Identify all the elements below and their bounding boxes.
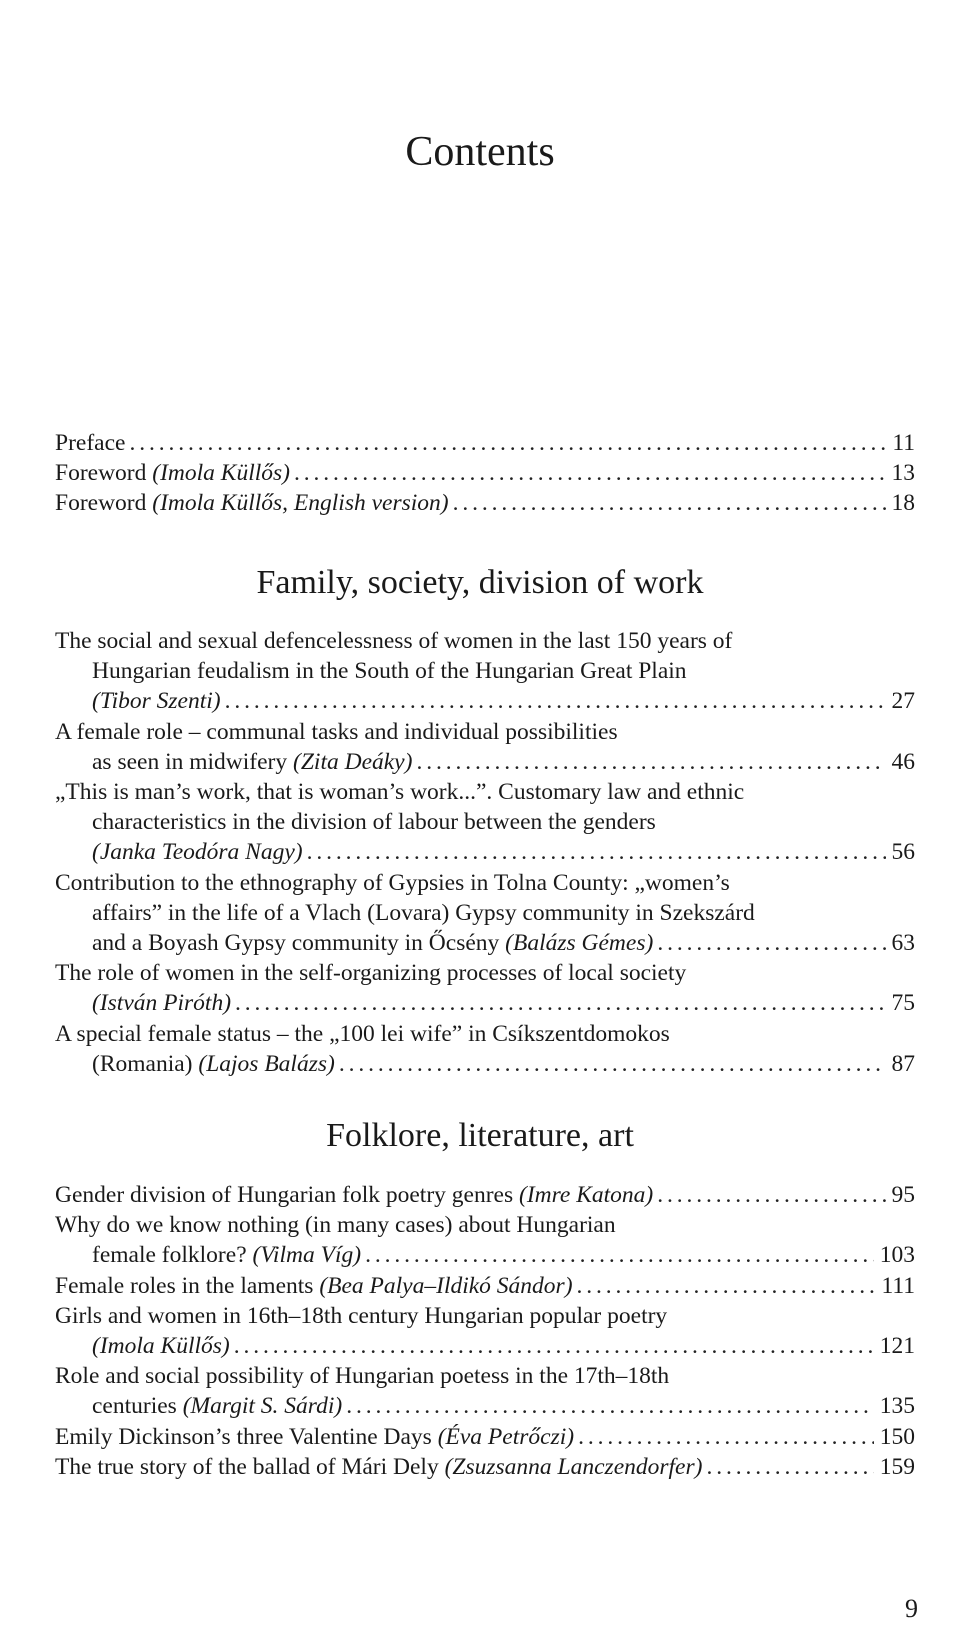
entry-author: (István Piróth) (92, 990, 232, 1017)
dot-leader (225, 686, 886, 716)
entry-last-line (55, 837, 915, 867)
entry-last-line (55, 488, 915, 518)
toc-entry (55, 1361, 915, 1421)
entry-title-text (92, 837, 303, 867)
page-title: Contents (405, 129, 555, 175)
entry-page-number: 63 (891, 930, 915, 957)
entry-page-number: 46 (891, 748, 915, 775)
entry-title-text (92, 928, 653, 958)
entry-last-line (55, 686, 915, 716)
entry-title-tail: Foreword (55, 490, 153, 517)
entry-title-tail: (Romania) (92, 1050, 199, 1077)
entry-page-number: 95 (891, 1182, 915, 1208)
entry-title-line: affairs” in the life of a Vlach (Lovara) Gypsy community in Szekszárd (92, 899, 755, 926)
entry-title-text (55, 1180, 653, 1210)
toc-entry (55, 1422, 915, 1452)
dot-leader (365, 1240, 874, 1270)
dot-leader (346, 1391, 874, 1421)
entry-title-line: Why do we know nothing (in many cases) about Hungarian (55, 1212, 616, 1239)
entry-last-line (55, 1452, 915, 1482)
toc-entry (55, 868, 915, 959)
entry-page-number: 135 (879, 1393, 915, 1420)
entry-title-line: Contribution to the ethnography of Gypsies in Tolna County: „women’s (55, 869, 730, 896)
entry-page-number: 111 (881, 1272, 915, 1299)
entry-last-line (55, 1180, 915, 1210)
entry-author: (Imola Küllős, English version) (152, 490, 449, 517)
entry-author: (Imre Katona) (519, 1182, 654, 1208)
dot-leader (339, 1049, 886, 1079)
dot-leader (307, 837, 886, 867)
entry-author: (Éva Petrőczi) (437, 1423, 575, 1450)
section-heading-folklore: Folklore, literature, art (326, 1117, 634, 1154)
entry-page-number: 11 (892, 430, 915, 456)
dot-leader (657, 928, 885, 958)
toc-entry (55, 626, 915, 717)
entry-page-number: 75 (891, 990, 915, 1017)
entry-page-number: 121 (879, 1333, 915, 1360)
entry-title-line: Hungarian feudalism in the South of the Hungarian Great Plain (92, 658, 687, 685)
toc-entry (55, 1019, 915, 1079)
toc-entry (55, 1180, 915, 1210)
dot-leader (294, 458, 886, 488)
toc-entry (55, 488, 915, 518)
toc-entry (55, 1210, 915, 1270)
entry-title-line: „This is man’s work, that is woman’s work...”. Customary law and ethnic (55, 779, 745, 806)
front-matter-list (55, 428, 915, 519)
entry-author: (Imola Küllős) (92, 1333, 230, 1360)
entry-author: (Zsuzsanna Lanczendorfer) (444, 1453, 703, 1480)
entry-title-tail: Foreword (55, 460, 153, 487)
toc-entry (55, 458, 915, 488)
dot-leader (578, 1422, 874, 1452)
toc-entry (55, 717, 915, 777)
entry-page-number: 103 (879, 1242, 915, 1269)
toc-entry (55, 777, 915, 868)
entry-author: (Zita Deáky) (293, 748, 413, 775)
entry-title-tail: and a Boyash Gypsy community in Őcsény (92, 930, 506, 957)
entry-title-text (92, 1240, 361, 1270)
dot-leader (577, 1271, 876, 1301)
dot-leader (657, 1180, 885, 1210)
entry-last-line (55, 1422, 915, 1452)
entry-title-line: Role and social possibility of Hungarian poetess in the 17th–18th (55, 1363, 670, 1390)
entry-author: (Balázs Gémes) (505, 930, 654, 957)
toc-entry (55, 1452, 915, 1482)
entry-last-line (55, 428, 915, 458)
entry-last-line (55, 1391, 915, 1421)
entry-title-text (92, 1391, 342, 1421)
entry-title-line: Girls and women in 16th–18th century Hungarian popular poetry (55, 1302, 668, 1329)
entry-author: (Vilma Víg) (252, 1242, 362, 1269)
entry-title-text (55, 428, 125, 458)
entry-title-tail: Female roles in the laments (55, 1272, 320, 1299)
entry-author: (Lajos Balázs) (198, 1050, 335, 1077)
entry-title-tail: Gender division of Hungarian folk poetry genres (55, 1182, 519, 1208)
entry-last-line (55, 928, 915, 958)
entry-title-line: The role of women in the self-organizing processes of local society (55, 960, 687, 987)
toc-entry (55, 1271, 915, 1301)
entry-title-text (92, 686, 221, 716)
toc-entry (55, 1301, 915, 1361)
entry-title-line: characteristics in the division of labour between the genders (92, 809, 656, 836)
entry-last-line (55, 988, 915, 1018)
entry-title-text (92, 747, 412, 777)
entry-author: (Margit S. Sárdi) (182, 1393, 343, 1420)
entry-author: (Imola Küllős) (152, 460, 290, 487)
entry-title-text (92, 1331, 230, 1361)
entry-title-text (55, 1452, 702, 1482)
entry-page-number: 18 (891, 490, 915, 517)
dot-leader (453, 488, 886, 518)
dot-leader (235, 988, 885, 1018)
dot-leader (234, 1331, 874, 1361)
entry-page-number: 150 (879, 1423, 915, 1450)
entry-last-line (55, 747, 915, 777)
entry-title-text (55, 458, 290, 488)
entry-title-line: The social and sexual defencelessness of women in the last 150 years of (55, 628, 733, 654)
section-heading-family: Family, society, division of work (256, 564, 704, 601)
entry-title-text (92, 1049, 335, 1079)
entry-title-tail: Preface (55, 430, 126, 456)
entry-page-number: 56 (891, 839, 915, 866)
entry-title-line: A female role – communal tasks and individual possibilities (55, 718, 618, 745)
dot-leader (706, 1452, 873, 1482)
dot-leader (129, 428, 886, 458)
entry-page-number: 87 (891, 1050, 915, 1077)
entry-title-tail: centuries (92, 1393, 183, 1420)
page-number: 9 (905, 1594, 918, 1623)
entry-last-line (55, 1271, 915, 1301)
entry-author: (Tibor Szenti) (92, 688, 221, 715)
entry-title-text (55, 1422, 574, 1452)
section-family-list (55, 626, 915, 1079)
entry-last-line (55, 1240, 915, 1270)
entry-title-tail: female folklore? (92, 1242, 253, 1269)
entry-title-tail: as seen in midwifery (92, 748, 294, 775)
entry-title-text (55, 488, 449, 518)
entry-page-number: 27 (891, 688, 915, 715)
entry-title-tail: The true story of the ballad of Mári Dely (55, 1453, 445, 1480)
entry-title-line: A special female status – the „100 lei wife” in Csíkszentdomokos (55, 1020, 670, 1047)
entry-last-line (55, 1331, 915, 1361)
entry-last-line (55, 458, 915, 488)
entry-author: (Bea Palya–Ildikó Sándor) (319, 1272, 573, 1299)
entry-title-text (55, 1271, 573, 1301)
dot-leader (416, 747, 885, 777)
entry-title-tail: Emily Dickinson’s three Valentine Days (55, 1423, 438, 1450)
entry-page-number: 13 (891, 460, 915, 487)
entry-last-line (55, 1049, 915, 1079)
toc-entry (55, 428, 915, 458)
section-folklore-list (55, 1180, 915, 1482)
entry-title-text (92, 988, 231, 1018)
toc-entry (55, 958, 915, 1018)
entry-page-number: 159 (879, 1453, 915, 1480)
entry-author: (Janka Teodóra Nagy) (92, 839, 303, 866)
